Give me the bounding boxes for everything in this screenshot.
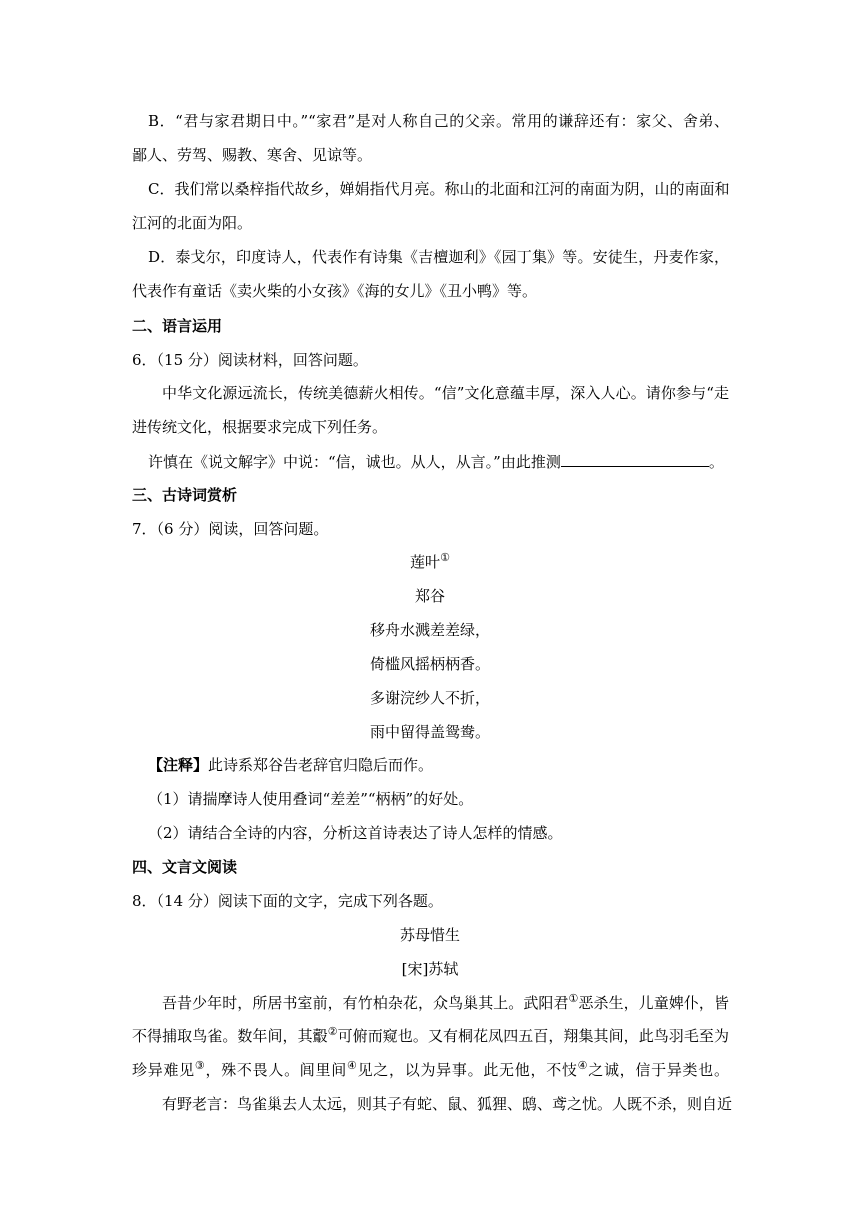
poem-line-1: 移舟水溅差差绿， (369, 621, 490, 639)
poem-line-2: 倚槛风摇柄柄香。 (369, 655, 490, 673)
q8-stem: 8．（14 分）阅读下面的文字，完成下列各题。 (132, 892, 443, 910)
note-mark-4: ④ (346, 1059, 358, 1072)
section-heading-classical-chinese: 四、文言文阅读 (132, 858, 238, 876)
passage-text: 珍异难见 (132, 1061, 195, 1079)
passage-p1-line3 (132, 1060, 729, 1080)
q7-stem: 7．（6 分）阅读，回答问题。 (132, 520, 329, 538)
q6-intro-line1: 中华文化源远流长，传统美德薪火相传。“信”文化意蕴丰厚，深入人心。请你参与“走 (162, 384, 729, 402)
poem-title-note-mark: ① (440, 551, 450, 564)
q6-task (148, 451, 724, 472)
poem-author: 郑谷 (414, 587, 445, 605)
section-heading-language-use: 二、语言运用 (132, 317, 223, 335)
q7-note-text: 此诗系郑谷告老辞官归隐后而作。 (208, 756, 434, 774)
q5-option-d-line2: 代表作有童话《卖火柴的小女孩》《海的女儿》《丑小鸭》等。 (132, 282, 538, 300)
q7-note (148, 755, 433, 775)
note-mark-3: ③ (194, 1059, 206, 1072)
passage-text: 吾昔少年时，所居书室前，有竹柏杂花，众鸟巢其上。武阳君 (162, 994, 569, 1012)
passage-p1-line2 (132, 1026, 729, 1046)
q6-answer-blank[interactable] (561, 451, 709, 467)
q5-option-c-line2: 江河的北面为阳。 (132, 214, 253, 232)
q5-option-d-line1: D．泰戈尔，印度诗人，代表作有诗集《吉檀迦利》《园丁集》等。安徒生，丹麦作家， (148, 248, 729, 266)
passage-text: 不得捕取鸟雀。数年间，其鷇 (132, 1027, 328, 1045)
q7-note-label: 【注释】 (148, 756, 209, 774)
q6-stem: 6．（15 分）阅读材料，回答问题。 (132, 351, 368, 369)
q6-task-text: 许慎在《说文解字》中说：“信，诚也。从人，从言。”由此推测 (148, 453, 561, 471)
q5-option-b-line2: 鄙人、劳驾、赐教、寒舍、见谅等。 (132, 146, 373, 164)
passage-title: 苏母惜生 (399, 926, 460, 944)
poem-line-3: 多谢浣纱人不折， (369, 689, 490, 707)
q5-option-b-line1: B．“君与家君期日中。”“家君”是对人称自己的父亲。常用的谦辞还有：家父、舍弟、 (148, 112, 729, 130)
section-heading-poetry: 三、古诗词赏析 (132, 486, 238, 504)
passage-text: 之诚，信于异类也。 (588, 1061, 729, 1079)
q6-task-end: 。 (708, 453, 724, 471)
passage-p1-line1 (162, 993, 729, 1013)
passage-p2-line1: 有野老言：鸟雀巢去人太远，则其子有蛇、鼠、狐狸、鸱、鸢之忧。人既不杀，则自近 (162, 1095, 733, 1113)
passage-text: 见之，以为异事。此无他，不忮 (357, 1061, 578, 1079)
passage-author: [宋]苏轼 (401, 960, 459, 978)
poem-title (0, 552, 860, 572)
q7-subquestion-1: （1）请揣摩诗人使用叠词“差差”“柄柄”的好处。 (148, 790, 474, 808)
poem-title-text: 莲叶 (410, 553, 441, 571)
q7-subquestion-2: （2）请结合全诗的内容，分析这首诗表达了诗人怎样的情感。 (148, 824, 563, 842)
note-mark-2: ② (327, 1025, 338, 1038)
note-mark-4b: ④ (577, 1059, 589, 1072)
passage-text: 可俯而窥也。又有桐花凤四五百，翔集其间，此鸟羽毛至为 (337, 1027, 729, 1045)
q5-option-c-line1: C．我们常以桑梓指代故乡，婵娟指代月亮。称山的北面和江河的南面为阴，山的南面和 (148, 180, 730, 198)
note-mark-1: ① (568, 992, 579, 1005)
passage-text: 恶杀生，儿童婢仆，皆 (578, 994, 729, 1012)
q6-intro-line2: 进传统文化，根据要求完成下列任务。 (132, 418, 388, 436)
poem-line-4: 雨中留得盖鸳鸯。 (369, 723, 490, 741)
passage-text: ，殊不畏人。闾里间 (205, 1061, 347, 1079)
